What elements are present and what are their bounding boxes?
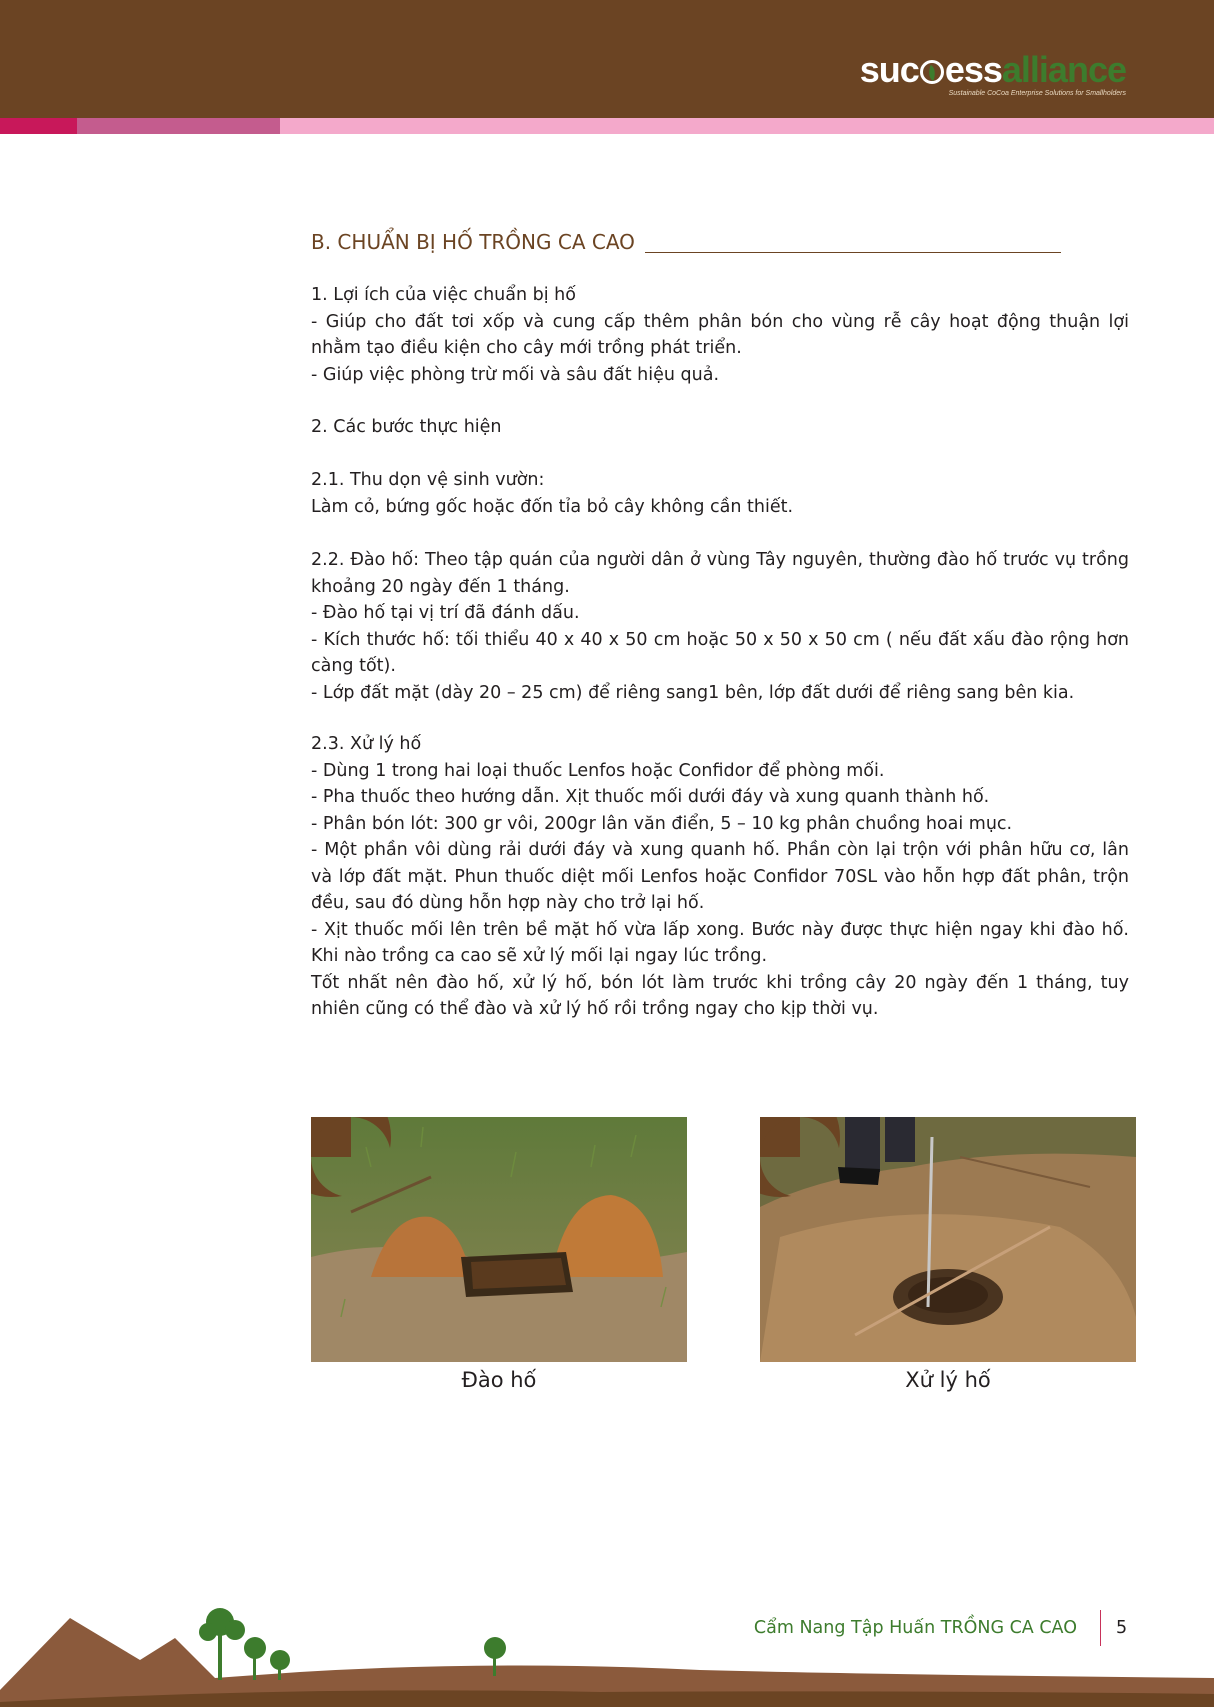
section-2-3-line-6: Tốt nhất nên đào hố, xử lý hố, bón lót làm trước khi trồng cây 20 ngày đến 1 tháng, tuy nhiên cũng có thể đào và xử lý hố rồi trồng ngay cho kịp thời vụ. bbox=[311, 972, 1129, 1019]
photo-xu-ly-ho bbox=[760, 1117, 1136, 1362]
logo-tagline: Sustainable CoCoa Enterprise Solutions for Smallholders bbox=[948, 90, 1126, 97]
mountain-landscape-decoration bbox=[0, 1590, 1214, 1707]
section-2-3-title: 2.3. Xử lý hố bbox=[311, 734, 422, 754]
header-stripe-dark bbox=[0, 118, 77, 134]
header-stripe-light bbox=[280, 118, 1214, 134]
section-2-3-line-3: - Phân bón lót: 300 gr vôi, 200gr lân văn điển, 5 – 10 kg phân chuồng hoai mục. bbox=[311, 813, 1013, 834]
footer-title: Cẩm Nang Tập Huấn TRỒNG CA CAO bbox=[753, 1618, 1077, 1638]
section-heading-wrap bbox=[311, 230, 1129, 254]
photo-dao-ho bbox=[311, 1117, 687, 1362]
photo-caption-xu-ly-ho: Xử lý hố bbox=[905, 1368, 991, 1392]
section-1-line-1: - Giúp cho đất tơi xốp và cung cấp thêm phân bón cho vùng rễ cây hoạt động thuận lợi nhằm tạo điều kiện cho cây mới trồng phát triển. bbox=[311, 311, 1129, 358]
logo-text-part3: alliance bbox=[1001, 49, 1126, 90]
section-2-1-line-1: Làm cỏ, bứng gốc hoặc đốn tỉa bỏ cây không cần thiết. bbox=[311, 496, 794, 517]
section-2-3 bbox=[311, 731, 1129, 1023]
page-heading: B. CHUẨN BỊ HỐ TRỒNG CA CAO bbox=[311, 230, 635, 254]
section-2-3-line-2: - Pha thuốc theo hướng dẫn. Xịt thuốc mối dưới đáy và xung quanh thành hố. bbox=[311, 787, 990, 807]
section-1-title: 1. Lợi ích của việc chuẩn bị hố bbox=[311, 285, 576, 305]
header-band bbox=[0, 0, 1214, 118]
header-stripe-mid bbox=[77, 118, 280, 134]
cocoa-leaf-icon bbox=[920, 60, 944, 84]
section-2-title: 2. Các bước thực hiện bbox=[311, 417, 502, 437]
section-2-1 bbox=[311, 467, 1129, 520]
heading-rule bbox=[645, 252, 1061, 253]
photo-corner-decoration bbox=[760, 1117, 800, 1157]
photo-corner-decoration bbox=[311, 1117, 351, 1157]
section-2-1-title: 2.1. Thu dọn vệ sinh vườn: bbox=[311, 470, 545, 490]
page-number: 5 bbox=[1116, 1618, 1128, 1638]
section-2-3-line-1: - Dùng 1 trong hai loại thuốc Lenfos hoặc Confidor để phòng mối. bbox=[311, 760, 885, 781]
section-2-2-line-1: 2.2. Đào hố: Theo tập quán của người dân ở vùng Tây nguyên, thường đào hố trước vụ trồng khoảng 20 ngày đến 1 tháng. bbox=[311, 550, 1129, 597]
section-2-2-line-3: - Kích thước hố: tối thiểu 40 x 40 x 50 cm hoặc 50 x 50 x 50 cm ( nếu đất xấu đào rộng hơn càng tốt). bbox=[311, 629, 1129, 676]
success-alliance-logo bbox=[859, 49, 1126, 97]
section-2-3-line-5: - Xịt thuốc mối lên trên bề mặt hố vừa lấp xong. Bước này được thực hiện ngay khi đào hố. Khi nào trồng ca cao sẽ xử lý mối lại ngay lúc trồng. bbox=[311, 919, 1129, 966]
section-1 bbox=[311, 282, 1129, 388]
footer-separator bbox=[1100, 1610, 1101, 1646]
section-2-2 bbox=[311, 547, 1129, 706]
section-2-2-line-2: - Đào hố tại vị trí đã đánh dấu. bbox=[311, 603, 580, 623]
logo-text-part2: ess bbox=[944, 49, 1002, 90]
section-1-line-2: - Giúp việc phòng trừ mối và sâu đất hiệu quả. bbox=[311, 364, 720, 385]
section-2-2-line-4: - Lớp đất mặt (dày 20 – 25 cm) để riêng sang1 bên, lớp đất dưới để riêng sang bên kia. bbox=[311, 682, 1075, 703]
photo-caption-dao-ho: Đào hố bbox=[461, 1368, 537, 1392]
section-2-3-line-4: - Một phần vôi dùng rải dưới đáy và xung quanh hố. Phần còn lại trộn với phân hữu cơ, lân và lớp đất mặt. Phun thuốc diệt mối Lenfos hoặc Confidor 70SL vào hỗn hợp đất phân, trộn đều, sau đó dùng hỗn hợp này cho trở lại hố. bbox=[311, 840, 1129, 913]
logo-text-part1: suc bbox=[859, 49, 919, 90]
section-2 bbox=[311, 414, 1129, 441]
